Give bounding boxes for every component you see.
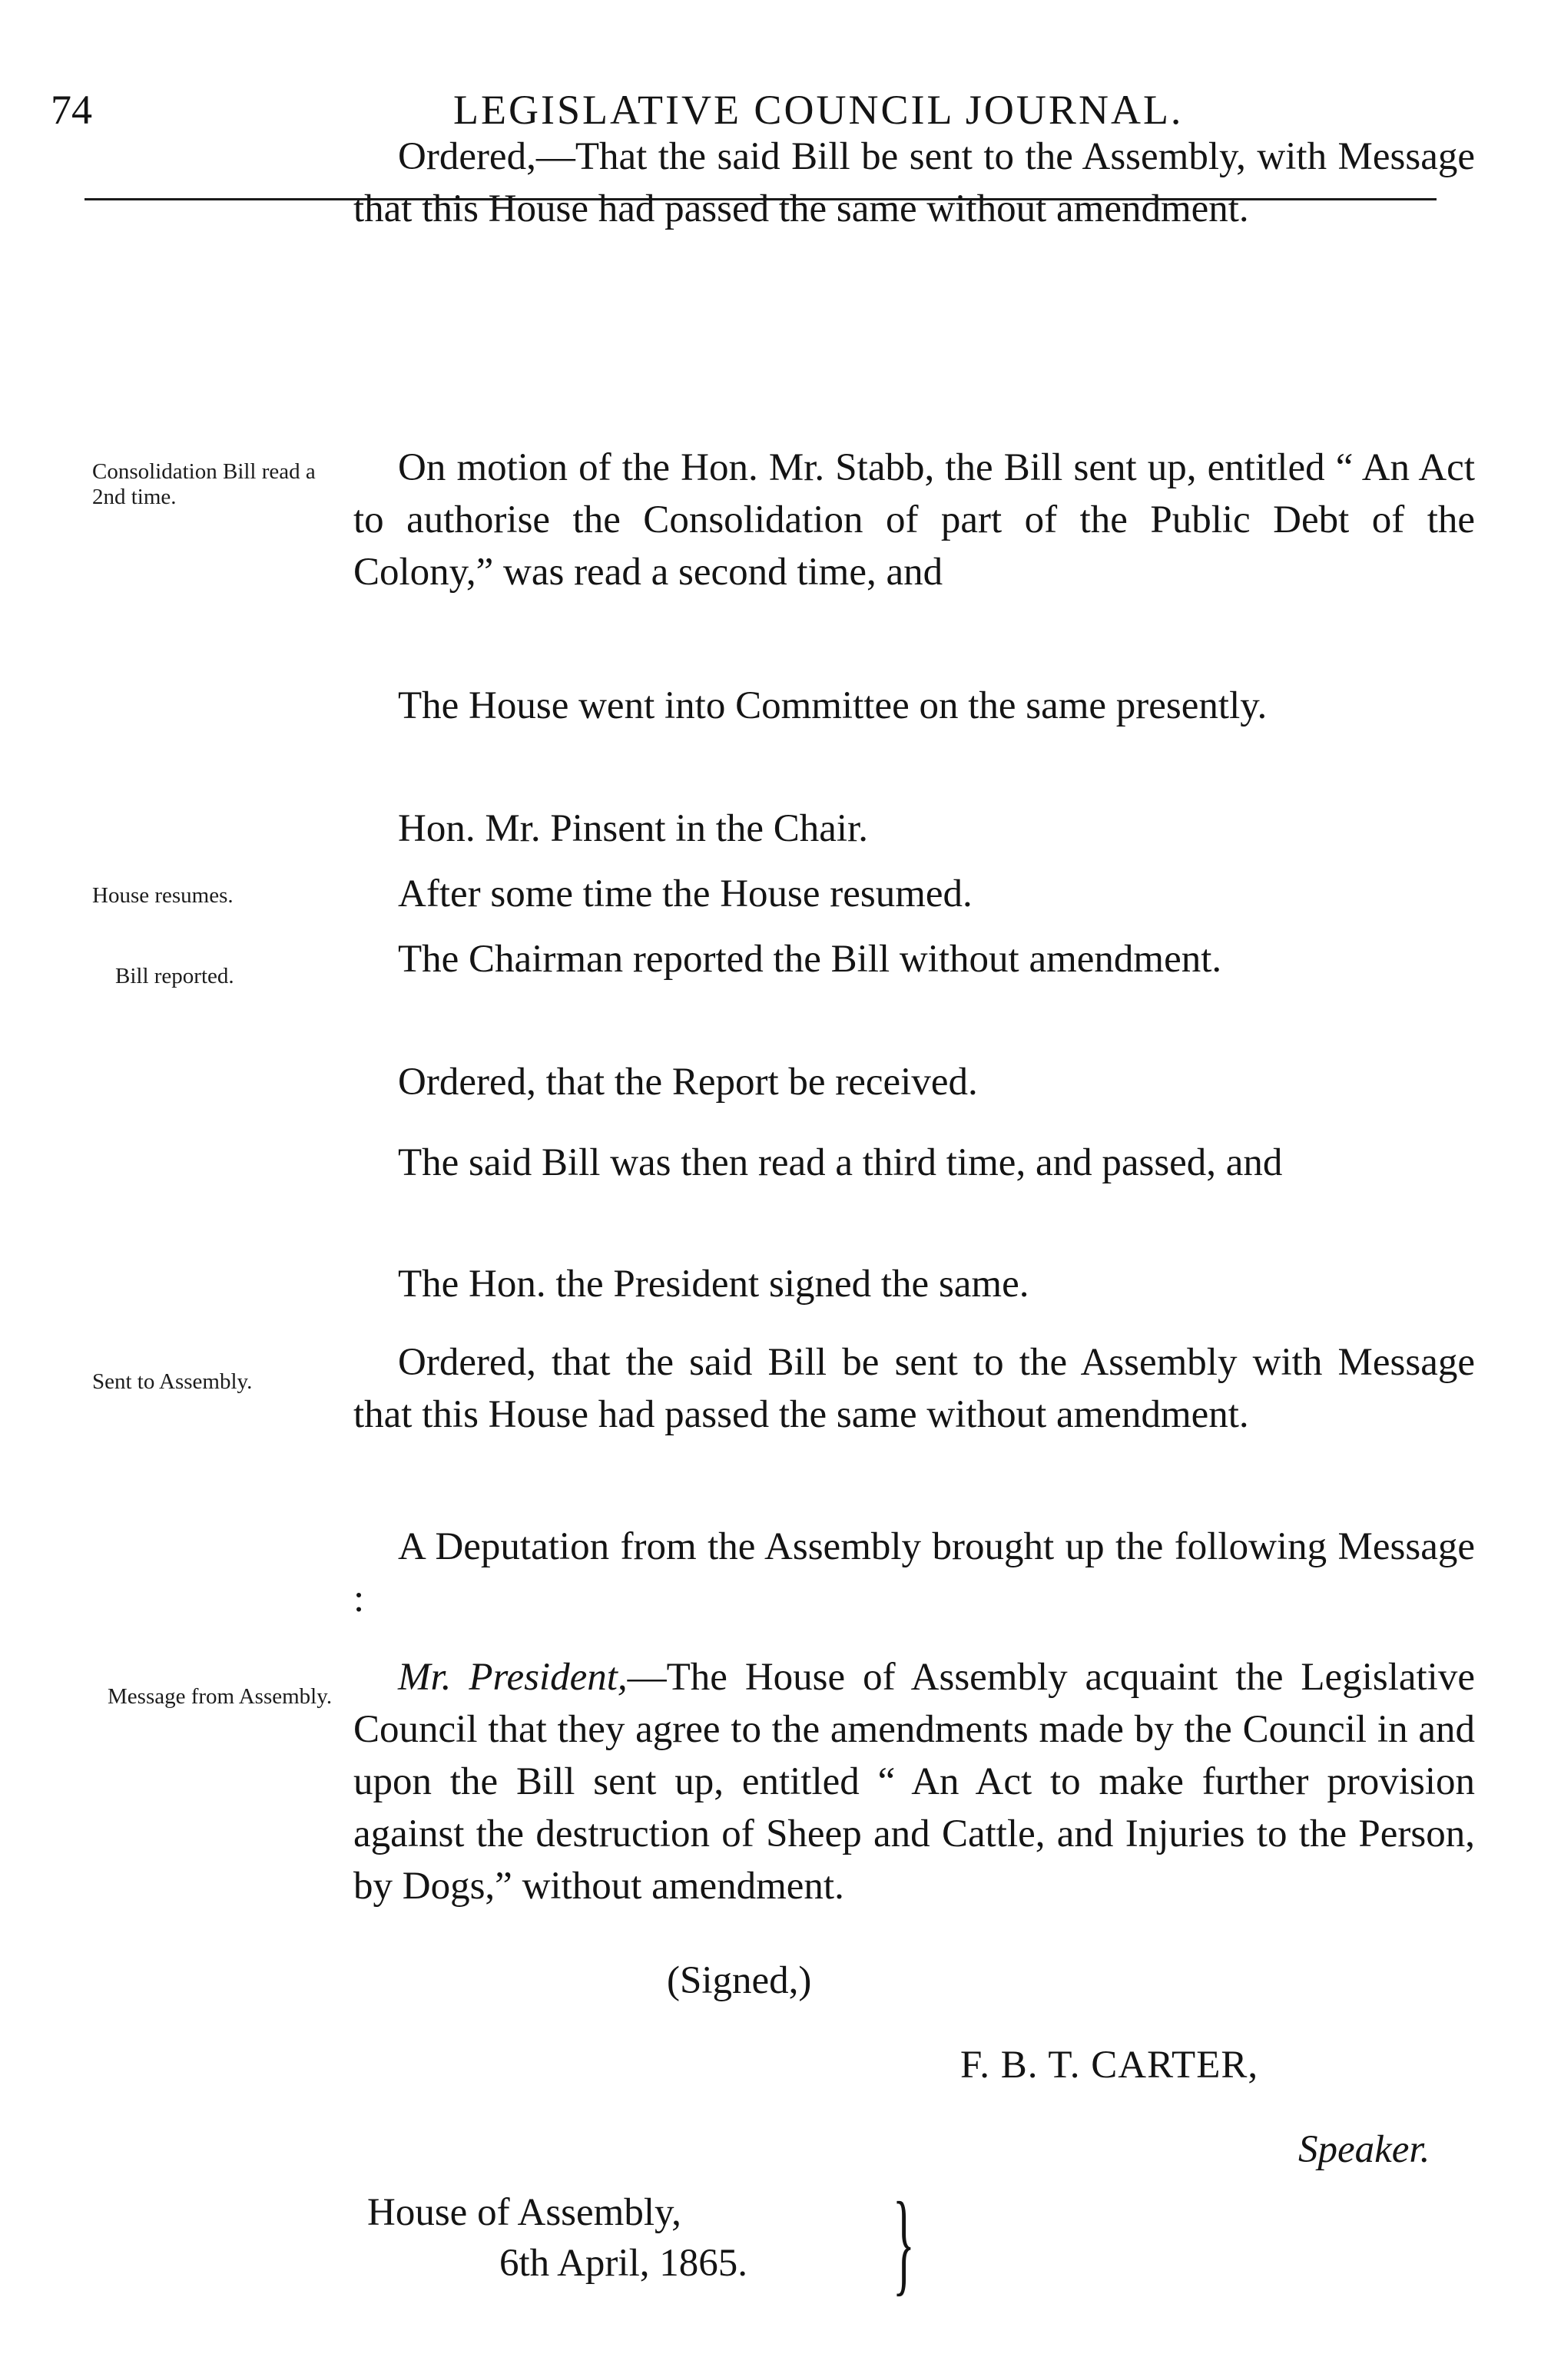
paragraph-house-resumed: After some time the House resumed. [398, 872, 973, 915]
salutation: Mr. President, [398, 1656, 628, 1699]
paragraph-committee: The House went into Committee on the same presently. [398, 684, 1268, 727]
paragraph-president-signed: The Hon. the President signed the same. [398, 1263, 1029, 1306]
paragraph-chairman-reported: The Chairman reported the Bill without amendment. [398, 938, 1222, 981]
paragraph-ordered-assembly: Ordered, that the said Bill be sent to the Assembly with Message that this House had passed the same without amendment. [353, 1341, 1475, 1436]
signed-label: (Signed,) [667, 1959, 812, 2002]
margin-note-house-resumes: House resumes. [92, 883, 234, 908]
message-body: —The House of Assembly acquaint the Legislative Council that they agree to the amendments made by the Council in and upon the Bill sent up, entitled “ An Act to make further provision against the destruction of Sheep and Cattle, and Injuries to the Person, by Dogs,” without amendment. [353, 1656, 1475, 1908]
running-title: LEGISLATIVE COUNCIL JOURNAL. [453, 87, 1184, 133]
paragraph-chair: Hon. Mr. Pinsent in the Chair. [398, 807, 868, 850]
margin-note-message-from-assembly: Message from Assembly. [108, 1684, 333, 1709]
page-number: 74 [51, 87, 92, 133]
paragraph-second-reading: On motion of the Hon. Mr. Stabb, the Bill sent up, entitled “ An Act to authorise the Consolidation of part of the Public Debt of the Colony,” was read a second time, and [353, 446, 1475, 594]
margin-note-bill-reported: Bill reported. [115, 964, 234, 988]
margin-note-consolidation: Consolidation Bill read a 2nd time. [92, 459, 316, 509]
paragraph-message [353, 1651, 1475, 1912]
dateline-brace: } [893, 2179, 915, 2306]
margin-note-sent-to-assembly: Sent to Assembly. [92, 1369, 253, 1394]
paragraph-report-received: Ordered, that the Report be received. [398, 1061, 978, 1104]
paragraph-ordered-sent: Ordered,—That the said Bill be sent to the Assembly, with Message that this House had passed the same without amendment. [353, 135, 1475, 230]
signatory-title: Speaker. [1298, 2128, 1430, 2171]
paragraph-deputation: A Deputation from the Assembly brought up the following Message : [353, 1525, 1475, 1620]
dateline-date: 6th April, 1865. [499, 2242, 748, 2285]
signatory-name: F. B. T. CARTER, [960, 2044, 1259, 2087]
dateline-place: House of Assembly, [367, 2191, 681, 2234]
paragraph-third-reading: The said Bill was then read a third time, and passed, and [398, 1141, 1283, 1184]
